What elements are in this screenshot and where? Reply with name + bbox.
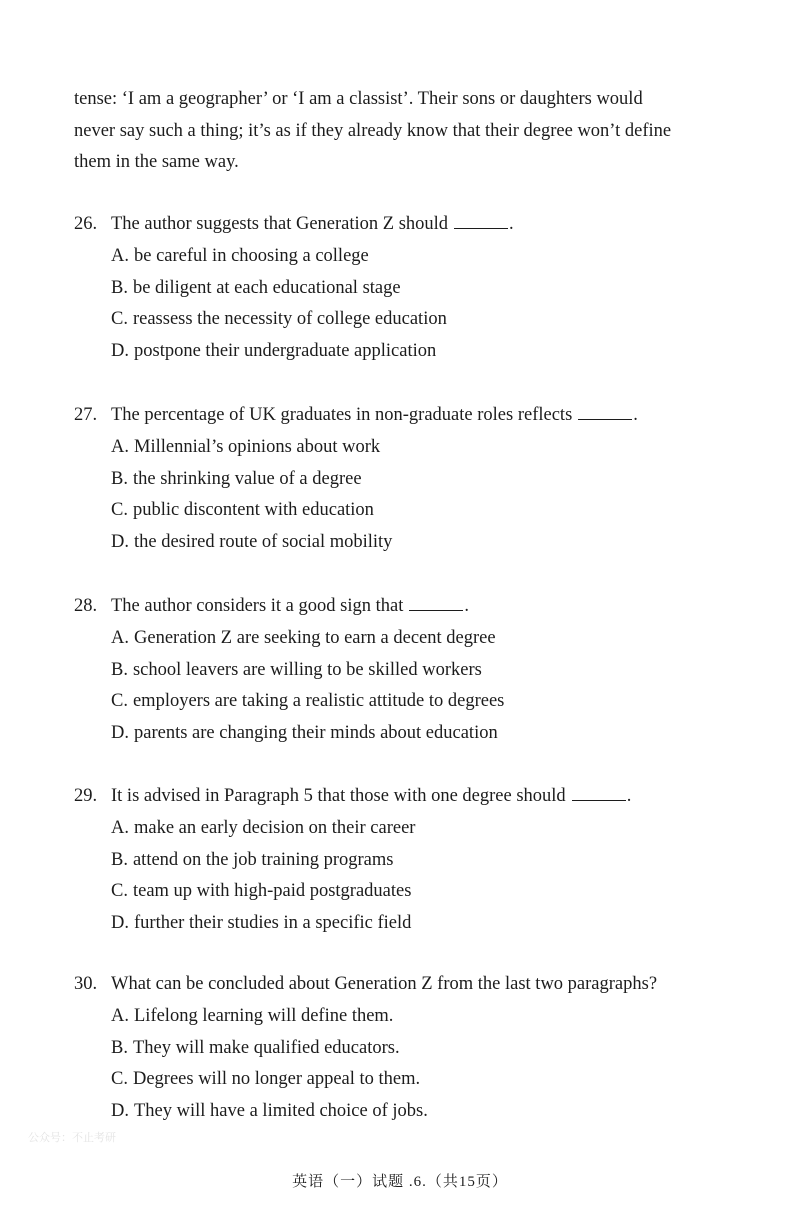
option-list <box>74 432 764 559</box>
option-letter: A. <box>111 627 129 648</box>
option-text: parents are changing their minds about education <box>134 723 498 744</box>
question-stem: 28. The author considers it a good sign that . <box>74 591 764 623</box>
question-text: It is advised in Paragraph 5 that those with one degree should <box>111 786 566 806</box>
option-text: be careful in choosing a college <box>134 245 369 266</box>
option-a <box>111 432 764 464</box>
option-list <box>74 1001 764 1128</box>
option-letter: D. <box>111 913 129 934</box>
option-c <box>111 876 764 908</box>
option-d <box>111 1096 764 1128</box>
option-b <box>111 273 764 305</box>
option-letter: A. <box>111 436 129 457</box>
question-28 <box>74 591 764 750</box>
option-c <box>111 495 764 527</box>
option-text: Degrees will no longer appeal to them. <box>132 1069 421 1090</box>
option-list <box>74 813 764 940</box>
passage-line: them in the same way. <box>74 152 239 172</box>
question-26 <box>74 209 764 368</box>
question-30 <box>74 969 764 1128</box>
option-text: Millennial’s opinions about work <box>134 436 381 457</box>
option-b <box>111 655 764 687</box>
question-29 <box>74 781 764 940</box>
question-text: What can be concluded about Generation Z from the last two paragraphs? <box>111 974 658 994</box>
option-text: postpone their undergraduate application <box>134 341 437 362</box>
option-c <box>111 304 764 336</box>
page-footer: 英语（一）试题 .6.（共15页） <box>292 1174 508 1190</box>
option-text: public discontent with education <box>132 500 374 521</box>
option-text: the shrinking value of a degree <box>132 468 362 489</box>
option-text: attend on the job training programs <box>132 849 394 870</box>
question-number: 29. <box>74 786 98 806</box>
passage-line: never say such a thing; it’s as if they already know that their degree won’t define <box>74 120 672 141</box>
question-number: 28. <box>74 596 98 616</box>
option-letter: C. <box>111 500 128 521</box>
option-letter: B. <box>111 849 128 870</box>
option-text: employers are taking a realistic attitude to degrees <box>132 691 505 712</box>
option-list <box>74 241 764 368</box>
option-text: Generation Z are seeking to earn a decent degree <box>134 627 496 648</box>
option-text: team up with high-paid postgraduates <box>132 881 412 902</box>
option-text: school leavers are willing to be skilled workers <box>132 659 482 680</box>
option-letter: B. <box>111 659 128 680</box>
option-a <box>111 623 764 655</box>
answer-blank <box>409 594 463 611</box>
option-letter: A. <box>111 1005 129 1026</box>
option-text: the desired route of social mobility <box>134 532 393 553</box>
option-text: They will make qualified educators. <box>132 1037 400 1058</box>
option-letter: C. <box>111 881 128 902</box>
option-letter: C. <box>111 309 128 330</box>
answer-blank <box>454 212 508 229</box>
option-a <box>111 1001 764 1033</box>
option-letter: D. <box>111 723 129 744</box>
answer-blank <box>572 784 626 801</box>
option-letter: A. <box>111 245 129 266</box>
option-b <box>111 845 764 877</box>
option-d <box>111 336 764 368</box>
question-text: The author considers it a good sign that <box>111 596 404 616</box>
option-letter: C. <box>111 691 128 712</box>
option-letter: B. <box>111 468 128 489</box>
watermark: 公众号：不止考研 <box>28 1131 116 1144</box>
option-b <box>111 464 764 496</box>
question-text: The author suggests that Generation Z should <box>111 214 449 234</box>
option-c <box>111 1064 764 1096</box>
option-text: reassess the necessity of college education <box>132 309 447 330</box>
question-text: The percentage of UK graduates in non-graduate roles reflects <box>111 405 573 425</box>
option-letter: D. <box>111 532 129 553</box>
option-letter: B. <box>111 277 128 298</box>
option-d <box>111 718 764 750</box>
option-text: Lifelong learning will define them. <box>134 1005 394 1026</box>
option-letter: A. <box>111 817 129 838</box>
option-c <box>111 686 764 718</box>
option-letter: C. <box>111 1069 128 1090</box>
option-letter: B. <box>111 1037 128 1058</box>
option-a <box>111 813 764 845</box>
passage-excerpt <box>74 84 746 179</box>
question-stem: 29. It is advised in Paragraph 5 that those with one degree should . <box>74 781 764 813</box>
question-27 <box>74 400 764 559</box>
question-number: 30. <box>74 974 98 994</box>
option-a <box>111 241 764 273</box>
option-text: further their studies in a specific field <box>134 913 412 934</box>
passage-line: tense: ‘I am a geographer’ or ‘I am a classist’. Their sons or daughters would <box>74 89 643 109</box>
option-b <box>111 1033 764 1065</box>
option-text: be diligent at each educational stage <box>132 277 401 298</box>
option-letter: D. <box>111 341 129 362</box>
answer-blank <box>578 403 632 420</box>
option-d <box>111 527 764 559</box>
option-letter: D. <box>111 1101 129 1122</box>
question-number: 26. <box>74 214 98 234</box>
option-text: They will have a limited choice of jobs. <box>134 1101 428 1122</box>
option-d <box>111 908 764 940</box>
question-stem <box>74 969 764 1001</box>
option-text: make an early decision on their career <box>134 817 416 838</box>
question-number: 27. <box>74 405 98 425</box>
question-stem: 26. The author suggests that Generation Z should . <box>74 209 764 241</box>
question-stem: 27. The percentage of UK graduates in non-graduate roles reflects . <box>74 400 764 432</box>
option-list <box>74 623 764 750</box>
